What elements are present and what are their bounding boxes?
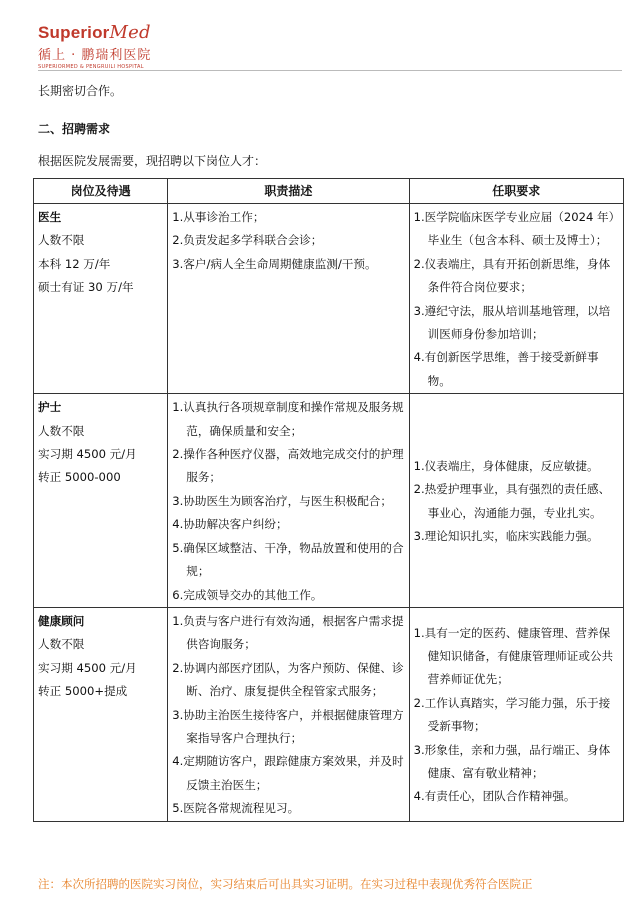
requirement-item: 3.遵纪守法，服从培训基地管理，以培训医师身份参加培训； (413, 303, 611, 342)
document-header (38, 22, 604, 70)
header-duties: 职责描述 (168, 179, 409, 204)
position-detail: 转正 5000+提成 (38, 684, 128, 699)
table-row (34, 204, 624, 394)
recruitment-table (33, 178, 624, 822)
position-cell (34, 607, 168, 821)
duties-cell (168, 204, 409, 394)
duty-item: 4.协助解决客户纠纷； (172, 517, 288, 532)
duty-item: 1.从事诊治工作； (172, 210, 265, 224)
requirement-item: 4.有责任心，团队合作精神强。 (413, 789, 576, 804)
position-detail: 实习期 4500 元/月 (38, 447, 137, 462)
intro-line: 长期密切合作。 (38, 84, 123, 98)
position-detail: 人数不限 (38, 423, 85, 438)
logo-brand: Superior (38, 23, 110, 42)
intro-statement: 根据医院发展需要，现招聘以下岗位人才： (38, 154, 267, 168)
logo-brand-script: Med (109, 22, 151, 43)
duty-item: 5.医院各常规流程见习。 (172, 801, 300, 816)
table-row (34, 394, 624, 608)
position-title: 医生 (38, 210, 62, 224)
requirement-item: 2.热爱护理事业，具有强烈的责任感、事业心，沟通能力强，专业扎实。 (413, 482, 611, 520)
requirement-item: 3.理论知识扎实，临床实践能力强。 (413, 528, 599, 543)
position-detail: 人数不限 (38, 637, 85, 652)
requirement-item: 1.医学院临床医学专业应届（2024 年）毕业生（包含本科、硕士及博士）； (413, 210, 615, 248)
duty-item: 1.负责与客户进行有效沟通，根据客户需求提供咨询服务； (172, 613, 404, 652)
hospital-logo (38, 22, 151, 70)
position-detail: 人数不限 (38, 233, 85, 248)
requirement-item: 3.形象佳，亲和力强，品行端正、身体健康、富有敬业精神； (413, 742, 611, 781)
requirement-item: 4.有创新医学思维，善于接受新鲜事物。 (413, 350, 599, 388)
requirement-item: 2.工作认真踏实，学习能力强，乐于接受新事物； (413, 695, 611, 734)
duties-cell (168, 607, 409, 821)
duty-item: 1.认真执行各项规章制度和操作常规及服务规范，确保质量和安全； (172, 400, 404, 438)
position-detail: 本科 12 万/年 (38, 256, 111, 271)
duty-item: 3.协助医生为顾客治疗，与医生积极配合； (172, 493, 392, 508)
duty-item: 3.协助主治医生接待客户，并根据健康管理方案指导客户合理执行； (172, 707, 404, 745)
duty-item: 3.客户/病人全生命周期健康监测/干预。 (172, 256, 377, 271)
requirements-cell (409, 204, 623, 394)
internship-note: 注：本次所招聘的医院实习岗位，实习结束后可出具实习证明。在实习过程中表现优秀符合医院正 (38, 877, 533, 891)
table-header-row (34, 179, 624, 204)
logo-subtitle: 循上 · 鹏瑞利医院 (38, 48, 152, 63)
header-divider (38, 70, 622, 71)
position-title: 健康顾问 (38, 613, 85, 628)
header-requirements: 任职要求 (409, 179, 623, 204)
requirement-item: 2.仪表端庄，具有开拓创新思维，身体条件符合岗位要求； (413, 256, 611, 295)
duty-item: 2.协调内部医疗团队，为客户预防、保健、诊断、治疗、康复提供全程管家式服务； (172, 660, 404, 699)
section-title: 二、招聘需求 (38, 122, 111, 136)
position-detail: 实习期 4500 元/月 (38, 660, 137, 675)
position-cell (34, 204, 168, 394)
requirement-item: 1.仪表端庄，身体健康，反应敏捷。 (413, 458, 599, 473)
table-row (34, 607, 624, 821)
position-cell (34, 394, 168, 608)
requirements-cell (409, 607, 623, 821)
requirement-item: 1.具有一定的医药、健康管理、营养保健知识储备，有健康管理师证或公共营养师证优先； (413, 625, 614, 687)
duty-item: 4.定期随访客户，跟踪健康方案效果，并及时反馈主治医生； (172, 754, 404, 792)
duty-item: 6.完成领导交办的其他工作。 (172, 587, 323, 602)
duty-item: 5.确保区域整洁、干净，物品放置和使用的合规； (172, 540, 404, 579)
header-position: 岗位及待遇 (34, 179, 168, 204)
position-title: 护士 (38, 400, 62, 415)
duty-item: 2.操作各种医疗仪器，高效地完成交付的护理服务； (172, 447, 404, 485)
logo-tagline: SUPERIORMED & PENGRUILI HOSPITAL (38, 64, 144, 70)
duties-cell (168, 394, 409, 608)
duty-item: 2.负责发起多学科联合会诊； (172, 233, 323, 248)
position-detail: 硕士有证 30 万/年 (38, 280, 134, 295)
position-detail: 转正 5000-000 (38, 470, 121, 485)
requirements-cell (409, 394, 623, 608)
